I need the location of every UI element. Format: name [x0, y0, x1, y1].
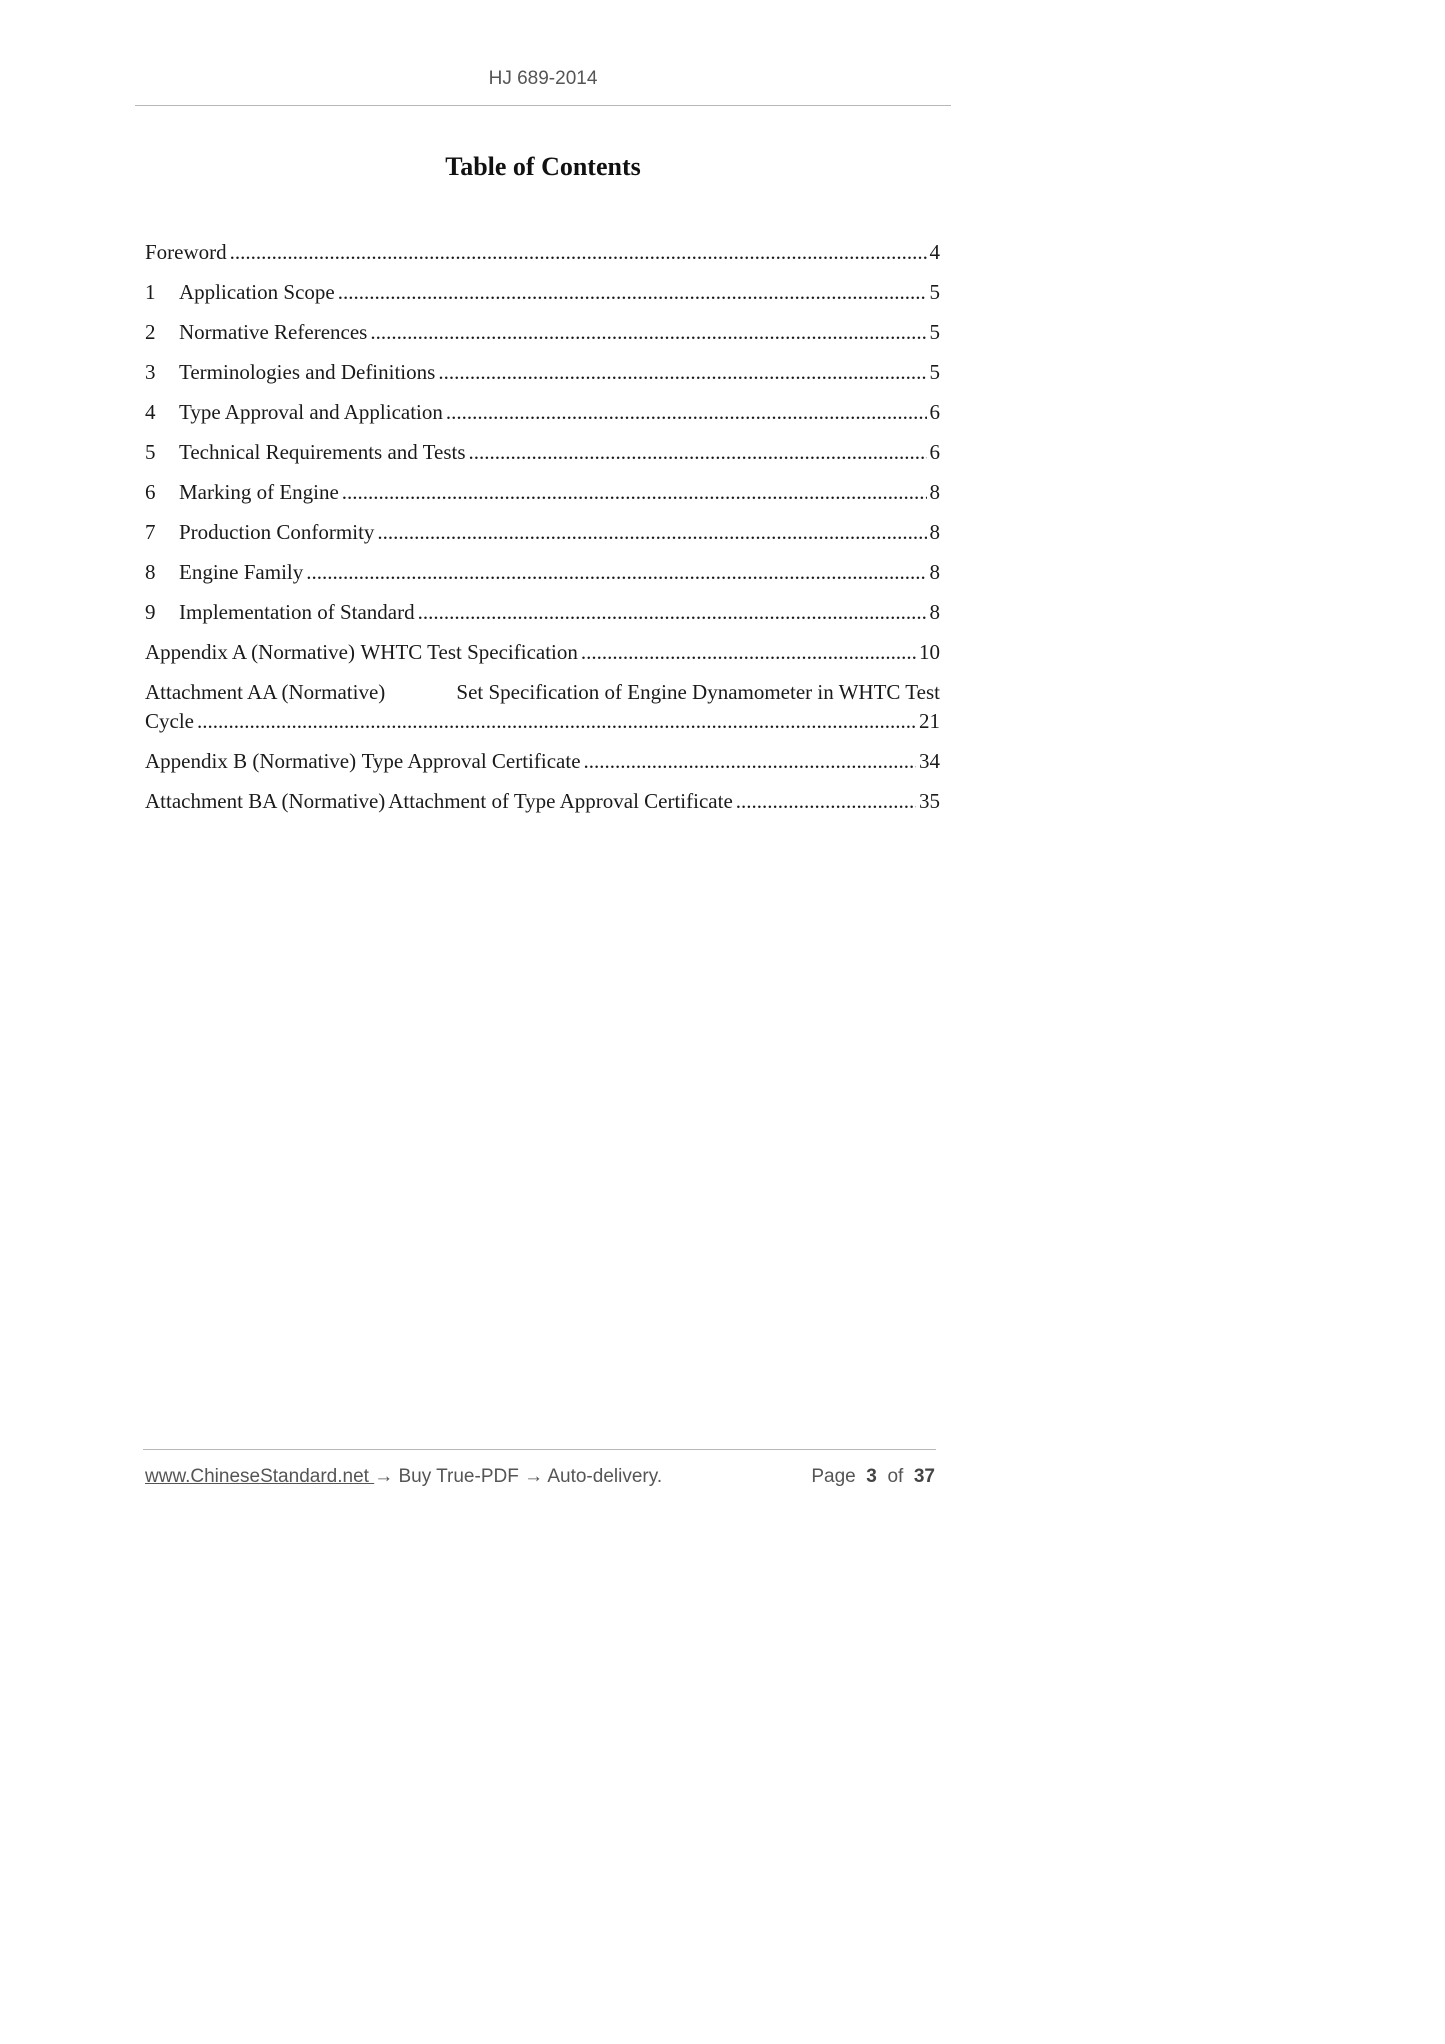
- toc-entry-number: 9: [145, 600, 156, 624]
- toc-entry-label: Type Approval Certificate: [361, 749, 581, 773]
- toc-entry-appendix-b[interactable]: [145, 747, 940, 787]
- running-header-doc-code: HJ 689-2014: [488, 68, 598, 89]
- toc-entry-page: 35: [919, 789, 940, 813]
- toc-entry-page: 5: [929, 360, 940, 384]
- header-divider: [135, 105, 951, 106]
- table-of-contents: [145, 238, 940, 827]
- page-word: Page: [811, 1466, 856, 1487]
- toc-entry-type-approval[interactable]: [145, 398, 940, 438]
- of-word: of: [887, 1466, 904, 1487]
- toc-entry-page: 6: [929, 440, 940, 464]
- toc-leader-dots: [230, 238, 927, 267]
- toc-entry-prefix: Appendix B (Normative): [145, 749, 357, 773]
- toc-entry-label: Marking of Engine: [179, 480, 339, 504]
- toc-entry-terminologies[interactable]: [145, 358, 940, 398]
- toc-leader-dots: [736, 787, 916, 816]
- toc-entry-page: 10: [919, 640, 940, 664]
- toc-leader-dots: [370, 318, 926, 347]
- toc-entry-number: 7: [145, 520, 156, 544]
- page-footer: [145, 1466, 935, 1488]
- site-link[interactable]: www.ChineseStandard.net: [145, 1466, 375, 1487]
- toc-entry-number: 5: [145, 440, 156, 464]
- toc-entry-page: 8: [929, 560, 940, 584]
- toc-leader-dots: [584, 747, 916, 776]
- toc-entry-label: Implementation of Standard: [179, 600, 415, 624]
- toc-leader-dots: [438, 358, 926, 387]
- toc-entry-label: Engine Family: [179, 560, 304, 584]
- toc-entry-label: Production Conformity: [179, 520, 375, 544]
- toc-entry-page: 21: [919, 709, 940, 733]
- toc-entry-prefix: Attachment AA (Normative): [145, 680, 386, 704]
- toc-entry-page: 6: [929, 400, 940, 424]
- toc-entry-attachment-aa[interactable]: [145, 678, 940, 747]
- toc-entry-label: Attachment of Type Approval Certificate: [388, 789, 733, 813]
- toc-entry-implementation[interactable]: [145, 598, 940, 638]
- toc-leader-dots: [197, 707, 916, 736]
- toc-entry-page: 5: [929, 280, 940, 304]
- toc-entry-label: Terminologies and Definitions: [179, 360, 436, 384]
- toc-entry-appendix-a[interactable]: [145, 638, 940, 678]
- toc-entry-page: 4: [929, 240, 940, 264]
- toc-entry-label: Foreword: [145, 240, 227, 264]
- toc-entry-number: 4: [145, 400, 156, 424]
- toc-entry-number: 6: [145, 480, 156, 504]
- toc-entry-technical-requirements[interactable]: [145, 438, 940, 478]
- toc-entry-label: Set Specification of Engine Dynamometer in WHTC Test: [456, 680, 940, 704]
- toc-entry-production-conformity[interactable]: [145, 518, 940, 558]
- page-counter: [811, 1466, 935, 1488]
- toc-entry-prefix: Attachment BA (Normative): [145, 789, 386, 813]
- toc-entry-engine-family[interactable]: [145, 558, 940, 598]
- footer-tagline: → Buy True-PDF → Auto-delivery.: [374, 1466, 663, 1487]
- toc-leader-dots: [469, 438, 927, 467]
- footer-promo: [145, 1466, 662, 1488]
- toc-leader-dots: [306, 558, 926, 587]
- toc-entry-page: 8: [929, 480, 940, 504]
- toc-entry-label: Normative References: [179, 320, 368, 344]
- toc-entry-number: 3: [145, 360, 156, 384]
- toc-leader-dots: [418, 598, 927, 627]
- toc-entry-label: WHTC Test Specification: [360, 640, 578, 664]
- toc-leader-dots: [581, 638, 916, 667]
- toc-entry-label: Application Scope: [179, 280, 335, 304]
- toc-entry-label: Technical Requirements and Tests: [179, 440, 466, 464]
- toc-leader-dots: [377, 518, 926, 547]
- toc-entry-normative-references[interactable]: [145, 318, 940, 358]
- toc-entry-number: 2: [145, 320, 156, 344]
- toc-entry-page: 5: [929, 320, 940, 344]
- toc-leader-dots: [338, 278, 927, 307]
- toc-entry-label-continued: Cycle: [145, 709, 194, 733]
- toc-entry-application-scope[interactable]: [145, 278, 940, 318]
- toc-leader-dots: [446, 398, 927, 427]
- toc-entry-marking-of-engine[interactable]: [145, 478, 940, 518]
- toc-leader-dots: [342, 478, 927, 507]
- footer-divider: [143, 1449, 936, 1450]
- toc-entry-attachment-ba[interactable]: [145, 787, 940, 827]
- toc-entry-page: 8: [929, 520, 940, 544]
- page-title: Table of Contents: [445, 152, 641, 181]
- toc-entry-label: Type Approval and Application: [179, 400, 443, 424]
- toc-entry-page: 34: [919, 749, 940, 773]
- toc-entry-number: 1: [145, 280, 156, 304]
- page-total: 37: [913, 1466, 935, 1487]
- page-current: 3: [866, 1466, 877, 1487]
- toc-entry-number: 8: [145, 560, 156, 584]
- toc-entry-prefix: Appendix A (Normative): [145, 640, 355, 664]
- toc-entry-page: 8: [929, 600, 940, 624]
- toc-entry-foreword[interactable]: [145, 238, 940, 278]
